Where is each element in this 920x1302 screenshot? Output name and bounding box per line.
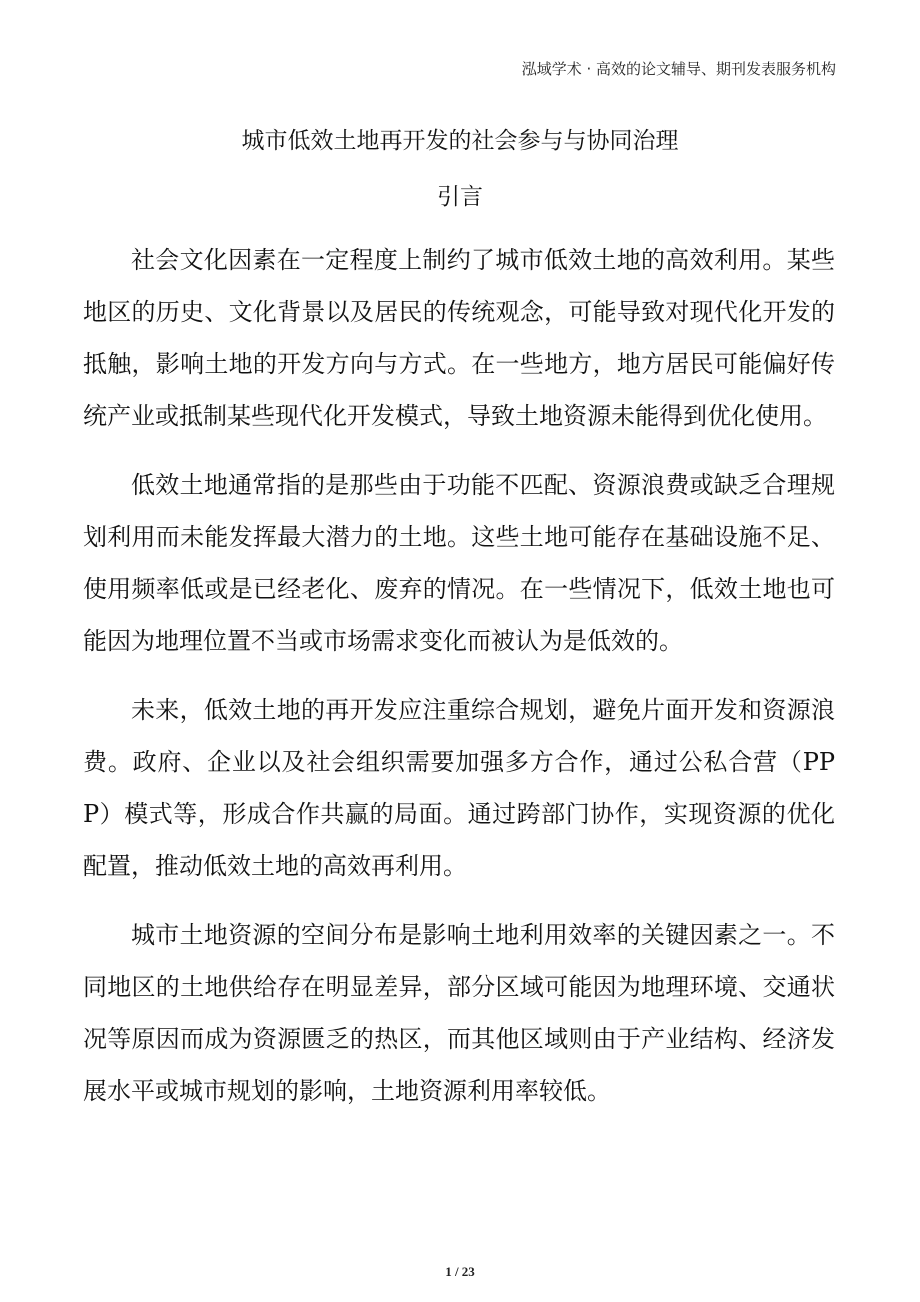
page-number: 1 / 23 — [445, 1264, 475, 1279]
section-heading: 引言 — [437, 184, 483, 210]
page-header: 泓域学术 · 高效的论文辅导、期刊发表服务机构 — [521, 60, 836, 78]
document-title: 城市低效土地再开发的社会参与与协同治理 — [241, 128, 679, 154]
body-content — [83, 234, 835, 1134]
paragraph-4: 城市土地资源的空间分布是影响土地利用效率的关键因素之一。不同地区的土地供给存在明显差异，部分区域可能因为地理环境、交通状况等原因而成为资源匮乏的热区，而其他区域则由于产业结构、经济发展水平或城市规划的影响，土地资源利用率较低。 — [83, 921, 835, 1105]
paragraph-3: 未来，低效土地的再开发应注重综合规划，避免片面开发和资源浪费。政府、企业以及社会组织需要加强多方合作，通过公私合营（PPP）模式等，形成合作共赢的局面。通过跨部门协作，实现资源的优化配置，推动低效土地的高效再利用。 — [83, 696, 835, 880]
paragraph-1: 社会文化因素在一定程度上制约了城市低效土地的高效利用。某些地区的历史、文化背景以及居民的传统观念，可能导致对现代化开发的抵触，影响土地的开发方向与方式。在一些地方，地方居民可能偏好传统产业或抵制某些现代化开发模式，导致土地资源未能得到优化使用。 — [83, 246, 835, 430]
paragraph-2: 低效土地通常指的是那些由于功能不匹配、资源浪费或缺乏合理规划利用而未能发挥最大潜力的土地。这些土地可能存在基础设施不足、使用频率低或是已经老化、废弃的情况。在一些情况下，低效土地也可能因为地理位置不当或市场需求变化而被认为是低效的。 — [83, 471, 835, 655]
